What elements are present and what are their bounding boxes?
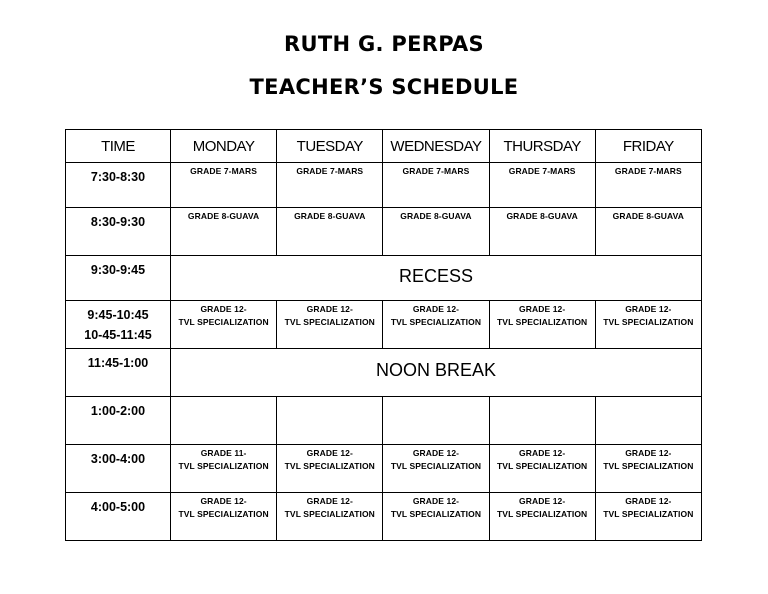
class-track: TVL SPECIALIZATION [497,508,588,519]
class-grade: GRADE 11- [200,448,247,458]
class-cell [489,445,595,493]
class-grade: GRADE 12- [306,448,353,458]
class-cell [489,397,595,445]
time-cell [66,301,171,349]
class-label: GRADE 7-MARS [296,166,364,176]
time-label: 1:00-2:00 [90,404,146,418]
class-cell [383,445,489,493]
noon-break-cell [171,349,702,397]
recess-label: RECESS [398,265,473,286]
class-label: GRADE 8-GUAVA [187,211,260,221]
class-cell [489,493,595,541]
class-cell [277,301,383,349]
class-cell [383,208,489,256]
column-header-tuesday: TUESDAY [277,130,383,163]
class-cell [277,163,383,208]
class-track: TVL SPECIALIZATION [603,508,694,519]
class-grade: GRADE 12- [200,496,247,506]
time-cell [66,349,171,397]
class-grade: GRADE 12- [412,496,460,506]
class-cell [277,445,383,493]
time-label: 10-45-11:45 [84,328,152,342]
class-grade: GRADE 12- [519,496,566,506]
time-cell [66,493,171,541]
time-cell [66,256,171,301]
class-grade: GRADE 12- [200,304,247,314]
table-row [66,445,702,493]
time-label: 4:00-5:00 [90,500,146,514]
class-label: GRADE 8-GUAVA [506,211,578,221]
time-label: 7:30-8:30 [90,170,146,184]
table-row [66,349,702,397]
time-cell [66,208,171,256]
table-row [66,163,702,208]
class-grade: GRADE 12- [306,496,353,506]
class-grade: GRADE 12- [412,304,460,314]
column-header-friday: FRIDAY [595,130,701,163]
class-track: TVL SPECIALIZATION [497,316,588,327]
schedule-table [65,129,702,541]
time-label: 8:30-9:30 [90,215,146,229]
class-grade: GRADE 12- [625,304,672,314]
class-cell [383,163,489,208]
class-track: TVL SPECIALIZATION [284,316,375,327]
class-track: TVL SPECIALIZATION [390,508,482,519]
time-cell [66,163,171,208]
class-track: TVL SPECIALIZATION [178,316,269,327]
class-cell [171,397,277,445]
class-grade: GRADE 12- [306,304,353,314]
class-cell [595,397,701,445]
time-cell [66,445,171,493]
class-track: TVL SPECIALIZATION [284,508,375,519]
time-cell [66,397,171,445]
class-cell [489,163,595,208]
class-cell [171,208,277,256]
class-label: GRADE 7-MARS [614,166,682,176]
header-row [66,130,702,163]
class-grade: GRADE 12- [625,496,672,506]
class-cell [277,397,383,445]
class-label: GRADE 8-GUAVA [294,211,366,221]
class-track: TVL SPECIALIZATION [603,316,694,327]
class-cell [171,301,277,349]
table-row [66,301,702,349]
class-cell [595,208,701,256]
column-header-thursday: THURSDAY [489,130,595,163]
class-cell [171,493,277,541]
class-cell [595,301,701,349]
class-grade: GRADE 12- [519,304,566,314]
table-row [66,256,702,301]
class-label: GRADE 7-MARS [508,166,576,176]
recess-cell [171,256,702,301]
class-cell [383,397,489,445]
class-cell [383,493,489,541]
class-label: GRADE 8-GUAVA [400,211,472,221]
class-cell [595,445,701,493]
class-label: GRADE 7-MARS [190,166,258,176]
time-label: 3:00-4:00 [90,452,146,466]
time-label: 9:45-10:45 [87,308,149,322]
class-track: TVL SPECIALIZATION [497,460,588,471]
table-row [66,397,702,445]
column-header-monday: MONDAY [171,130,277,163]
class-track: TVL SPECIALIZATION [284,460,375,471]
class-track: TVL SPECIALIZATION [390,316,482,327]
teacher-name: RUTH G. PERPAS [284,32,484,56]
class-track: TVL SPECIALIZATION [178,460,269,471]
class-cell [489,208,595,256]
column-header-wednesday: WEDNESDAY [383,130,489,163]
class-cell [595,493,701,541]
class-grade: GRADE 12- [625,448,672,458]
time-label: 9:30-9:45 [90,263,146,277]
class-grade: GRADE 12- [519,448,566,458]
class-cell [171,445,277,493]
class-label: GRADE 7-MARS [402,166,470,176]
noon-break-label: NOON BREAK [375,360,496,380]
class-cell [277,208,383,256]
table-row [66,208,702,256]
class-cell [595,163,701,208]
column-header-time: TIME [66,130,171,163]
class-cell [277,493,383,541]
class-track: TVL SPECIALIZATION [603,460,694,471]
class-cell [171,163,277,208]
table-row [66,493,702,541]
class-label: GRADE 8-GUAVA [612,211,685,221]
class-grade: GRADE 12- [412,448,460,458]
class-track: TVL SPECIALIZATION [390,460,482,471]
document-title: TEACHER’S SCHEDULE [249,75,519,99]
class-cell [489,301,595,349]
time-label: 11:45-1:00 [87,356,149,370]
class-cell [383,301,489,349]
class-track: TVL SPECIALIZATION [178,508,269,519]
